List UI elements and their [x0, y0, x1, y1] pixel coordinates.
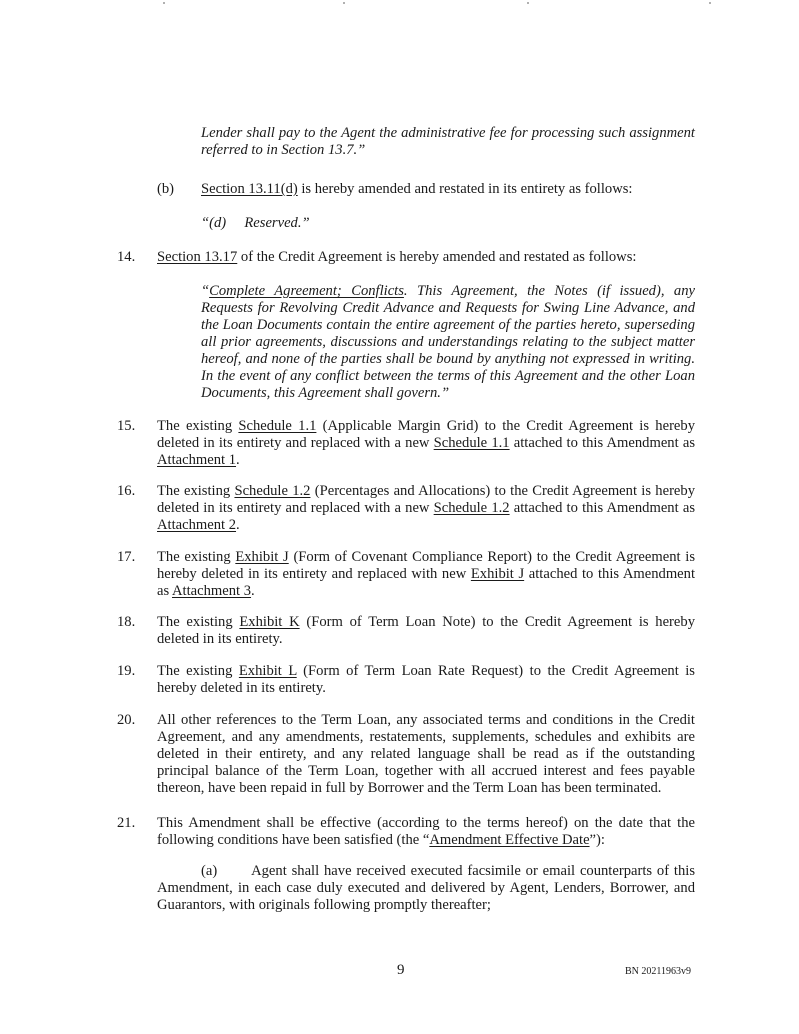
text-run: .: [236, 517, 240, 533]
text-run: The existing: [157, 614, 240, 630]
para-17: [157, 549, 695, 600]
scan-artifact: [163, 2, 165, 4]
cross-reference: Schedule 1.2: [234, 483, 311, 499]
text-run: (a) Agent shall have received executed facsimile or email counterparts of this Amendment, in each case duly executed and delivered by Agent, Lenders, Borrower, and Guarantors, with originals following promptly thereafter;: [157, 863, 695, 913]
cross-reference: Schedule 1.2: [433, 500, 510, 516]
text-run: attached to this Amendment as: [509, 435, 695, 451]
cross-reference: Attachment 3: [172, 583, 252, 599]
para-20: [157, 712, 695, 797]
text-run: The existing: [157, 549, 236, 565]
paragraph-number: 14.: [117, 249, 136, 265]
text-run: The existing: [157, 418, 239, 434]
paragraph-number: 20.: [117, 712, 136, 728]
quote-13-17: [201, 283, 695, 402]
text-run: . This Agreement, the Notes (if issued), any Requests for Revolving Credit Advance and Requests for Swing Line Advance, and the Loan Documents contain the entire agreement of the parties hereto, superseding all prior agreements, discussions and understandings relating to the subject matter hereof, and none of the parties shall be bound by anything not expressed in writing. In the event of any conflict between the terms of this Agreement and the other Loan Documents, this Agreement shall govern.”: [201, 283, 695, 401]
text-run: .: [236, 452, 240, 468]
cross-reference: Attachment 2: [157, 517, 237, 533]
para-16: [157, 483, 695, 534]
paragraph-number: 15.: [117, 418, 136, 434]
cross-reference: Attachment 1: [157, 452, 237, 468]
item-d-reserved: [201, 215, 501, 232]
paragraph-number: 18.: [117, 614, 136, 630]
cross-reference: Exhibit L: [238, 663, 297, 679]
text-run: (Form of Term Loan Note) to the Credit Agreement is hereby deleted in its entirety.: [157, 614, 695, 647]
para-15: [157, 418, 695, 469]
document-id: BN 20211963v9: [625, 966, 692, 977]
text-run: is hereby amended and restated in its entirety as follows:: [297, 181, 633, 197]
text-run: ”):: [589, 832, 605, 848]
cross-reference: Exhibit K: [239, 614, 300, 630]
paragraph-number: 17.: [117, 549, 136, 565]
page-number: 9: [397, 962, 405, 978]
cross-reference: Amendment Effective Date: [429, 832, 590, 848]
para-14: [157, 249, 717, 266]
text-run: of the Credit Agreement is hereby amended and restated as follows:: [237, 249, 637, 265]
para-18: [157, 614, 695, 648]
cross-reference: Exhibit J: [470, 566, 525, 582]
text-run: (Percentages and Allocations) to the Credit Agreement is hereby deleted in its entirety and replaced with a new: [157, 483, 695, 516]
text-run: (Applicable Margin Grid) to the Credit Agreement is hereby deleted in its entirety and replaced with a new: [157, 418, 695, 451]
text-run: All other references to the Term Loan, any associated terms and conditions in the Credit Agreement, and any amendments, restatements, supplements, schedules and exhibits are deleted in their entirety, and any related language shall be read as if the outstanding principal balance of the Term Loan, together with all accrued interest and fees payable thereon, have been repaid in full by Borrower and the Term Loan has been terminated.: [157, 712, 695, 796]
text-run: (Form of Covenant Compliance Report) to the Credit Agreement is hereby deleted in its entirety and replaced with new: [157, 549, 695, 582]
item-b: [201, 181, 721, 198]
text-run: Lender shall pay to the Agent the administrative fee for processing such assignment referred to in Section 13.7.”: [201, 125, 695, 158]
scan-artifact: [343, 2, 345, 4]
text-run: “(d) Reserved.”: [201, 215, 310, 231]
paragraph-number: 16.: [117, 483, 136, 499]
text-run: The existing: [157, 483, 235, 499]
cont-13-7: [201, 125, 695, 159]
cross-reference: Schedule 1.1: [238, 418, 317, 434]
text-run: attached to this Amendment as: [157, 566, 696, 599]
cross-reference: Complete Agreement; Conflicts: [209, 283, 404, 299]
para-21-a: [157, 863, 695, 914]
scan-artifact: [527, 2, 529, 4]
paragraph-number: 19.: [117, 663, 136, 679]
para-21: [157, 815, 695, 849]
paragraph-number: (b): [157, 181, 175, 197]
text-run: The existing: [157, 663, 239, 679]
text-run: This Amendment shall be effective (according to the terms hereof) on the date that the following conditions have been satisfied (the “: [157, 815, 695, 848]
paragraph-number: 21.: [117, 815, 136, 831]
text-run: “: [201, 283, 210, 299]
cross-reference: Section 13.17: [157, 249, 238, 265]
cross-reference: Section 13.11(d): [201, 181, 298, 197]
scan-artifact: [709, 2, 711, 4]
text-run: .: [251, 583, 255, 599]
text-run: attached to this Amendment as: [509, 500, 695, 516]
cross-reference: Exhibit J: [235, 549, 289, 565]
text-run: (Form of Term Loan Rate Request) to the Credit Agreement is hereby deleted in its entirety.: [157, 663, 695, 696]
cross-reference: Schedule 1.1: [433, 435, 510, 451]
para-19: [157, 663, 695, 697]
